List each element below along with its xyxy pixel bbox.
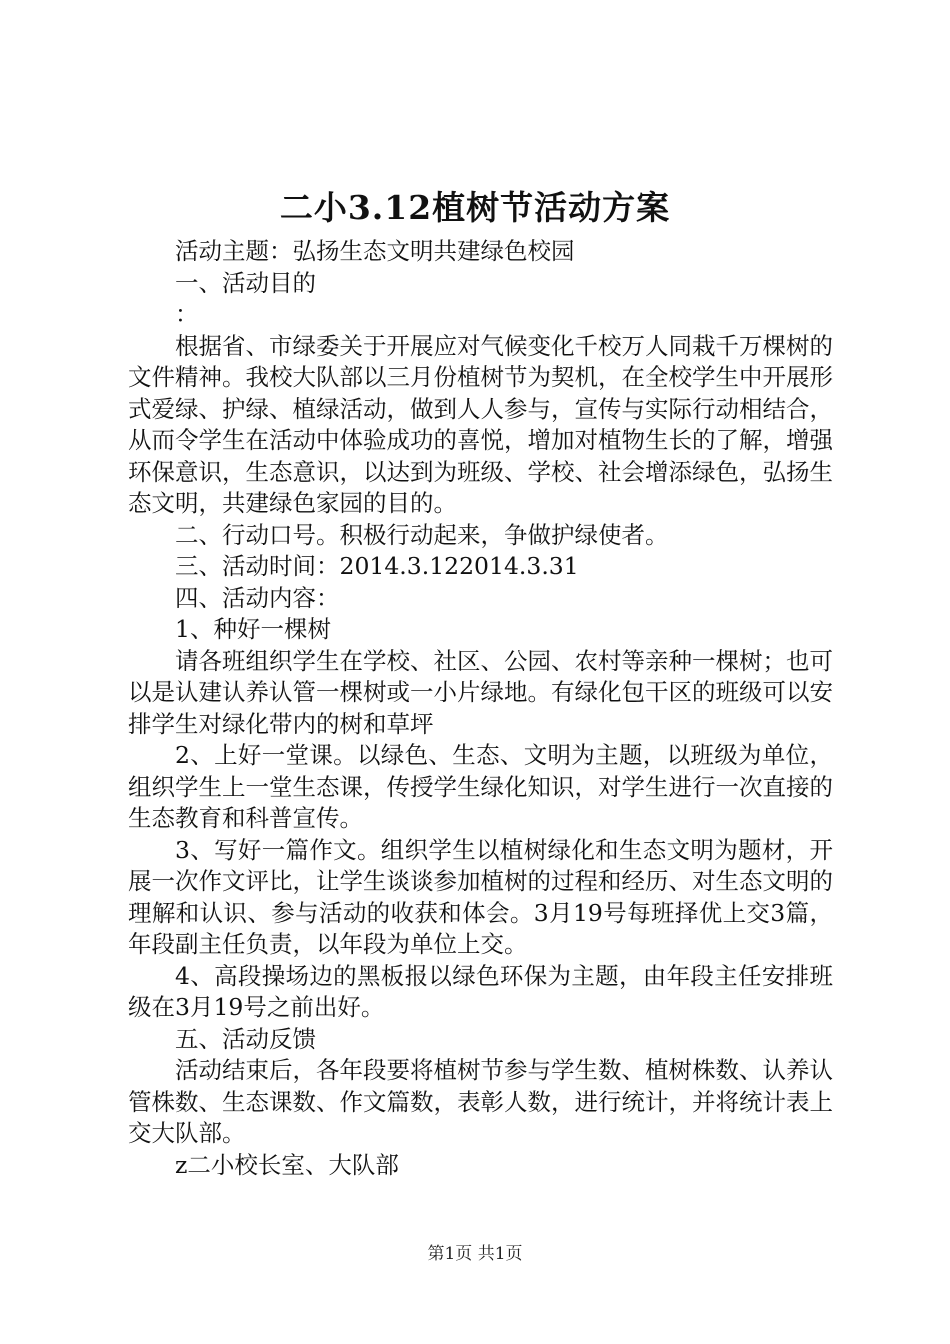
item-1-body: 请各班组织学生在学校、社区、公园、农村等亲种一棵树；也可以是认建认养认管一棵树或一小片绿地。有绿化包干区的班级可以安排学生对绿化带内的树和草坪 [128, 646, 833, 738]
heading-purpose: 一、活动目的 [175, 268, 316, 297]
item-4: 4、高段操场边的黑板报以绿色环保为主题，由年段主任安排班级在3月19号之前出好。 [128, 961, 833, 1021]
paragraph-slogan: 二、行动口号。积极行动起来，争做护绿使者。 [175, 520, 669, 549]
paragraph-time: 三、活动时间：2014.3.122014.3.31 [175, 552, 579, 580]
paragraph-signature: z二小校长室、大队部 [175, 1150, 399, 1179]
item-3: 3、写好一篇作文。组织学生以植树绿化和生态文明为题材，开展一次作文评比，让学生谈谈参加植树的过程和经历、对生态文明的理解和认识、参与活动的收获和体会。3月19号每班择优上交3篇，年段副主任负责，以年段为单位上交。 [128, 835, 833, 958]
document-title: 二小3.12植树节活动方案 [279, 188, 671, 227]
paragraph-colon: ： [175, 300, 199, 328]
paragraph-feedback-body: 活动结束后，各年段要将植树节参与学生数、植树株数、认养认管株数、生态课数、作文篇数，表彰人数，进行统计，并将统计表上交大队部。 [128, 1056, 833, 1147]
item-1-heading: 1、种好一棵树 [175, 615, 331, 643]
heading-feedback: 五、活动反馈 [175, 1024, 316, 1053]
page-footer: 第1页 共1页 [427, 1244, 523, 1264]
document-body [128, 236, 833, 1181]
item-2: 2、上好一堂课。以绿色、生态、文明为主题，以班级为单位，组织学生上一堂生态课，传授学生绿化知识，对学生进行一次直接的生态教育和科普宣传。 [128, 741, 833, 832]
paragraph-purpose-body: 根据省、市绿委关于开展应对气候变化千校万人同栽千万棵树的文件精神。我校大队部以三月份植树节为契机，在全校学生中开展形式爱绿、护绿、植绿活动，做到人人参与，宣传与实际行动相结合，从而令学生在活动中体验成功的喜悦，增加对植物生长的了解，增强环保意识，生态意识，以达到为班级、学校、社会增添绿色，弘扬生态文明，共建绿色家园的目的。 [128, 331, 833, 517]
paragraph-theme: 活动主题：弘扬生态文明共建绿色校园 [175, 237, 575, 265]
heading-content: 四、活动内容： [175, 583, 340, 612]
